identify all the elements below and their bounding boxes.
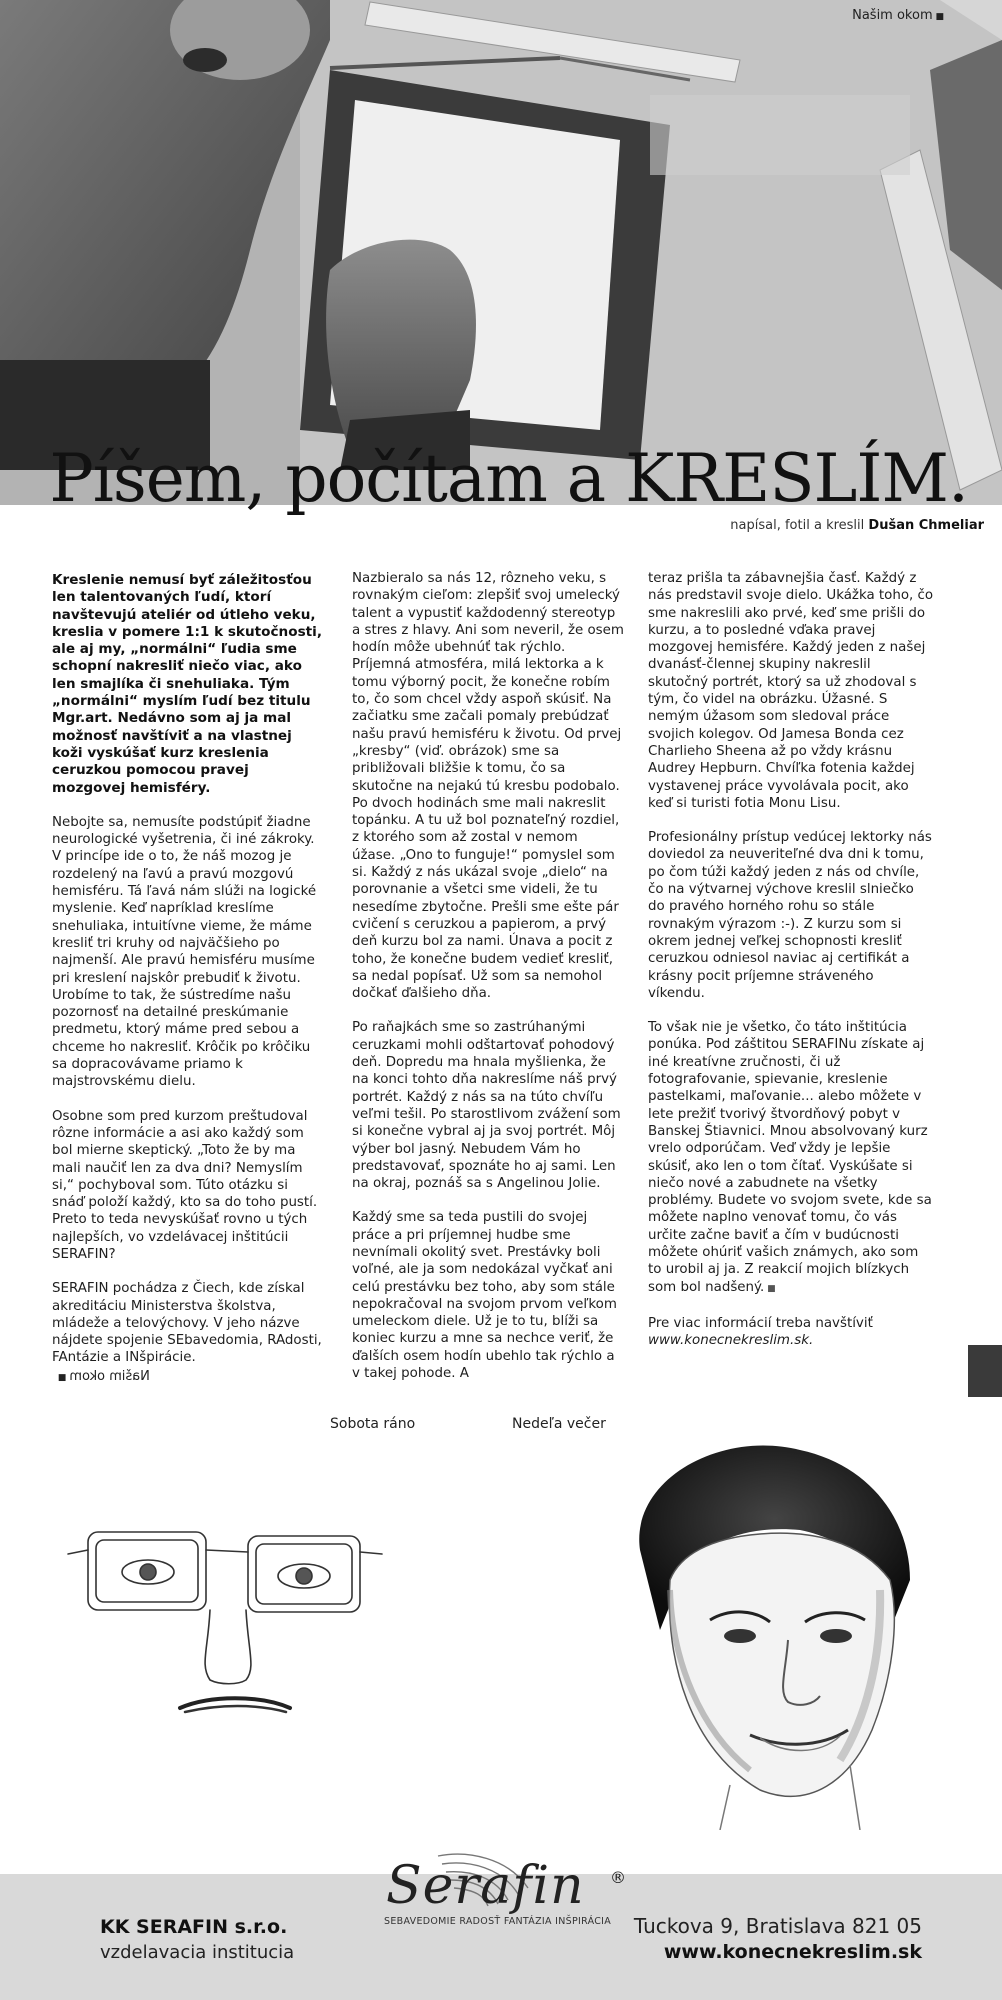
logo-wordmark: Serafin	[386, 1856, 585, 1916]
registered-mark: ®	[610, 1868, 626, 1887]
paragraph: Osobne som pred kurzom preštudoval rôzne informácie a asi ako každý som bol mierne skeptický. „Toto že by ma mali naučiť len za dva dni? Nemyslím si,“ pochyboval som. Túto otázku si snáď položí každý, kto sa do toho pustí. Preto to teda nevyskúšať rovno u tých najlepších, vo vzdelávacej inštitúcii SERAFIN?	[52, 1108, 318, 1262]
byline	[730, 518, 984, 533]
paragraph: Nazbieralo sa nás 12, rôzneho veku, s rovnakým cieľom: zlepšiť svoj umelecký talent a vypustiť každodenný stereotyp a stres z hlavy. Ani som neveril, že osem hodín môže ubehnúť tak rýchlo. Príjemná atmosféra, milá lektorka a k tomu výborný pocit, že konečne robím to, čo som chcel vždy aspoň skúsiť. Na začiatku sme začali pomaly prebúdzať našu pravú hemisféru k životu. Od prvej „kresby“ (viď. obrázok) sme sa približovali bližšie k tomu, čo sa skutočne na nejakú tú kresbu podobalo. Po dvoch hodinách sme mali nakreslit topánku. A tu už bol poznateľný rozdiel, z ktorého som až zostal v nemom úžase. „Ono to funguje!“ pomyslel som si. Každý z nás ukázal svoje „dielo“ na porovnanie a všetci sme videli, že tu nesedíme zbytočne. Prešli sme ešte pár cvičení s ceruzkou a papierom, a prvý deň kurzu bol za nami. Únava a pocit z toho, že konečne budem vedieť kresliť, sa nedal popísať. Už som sa nemohol dočkať ďalšieho dňa.	[352, 571, 624, 1002]
article-column-2	[352, 570, 624, 1399]
portrait-drawing-image	[610, 1430, 940, 1830]
label-saturday: Sobota ráno	[330, 1416, 416, 1432]
article-column-3	[648, 570, 934, 1366]
info-paragraph	[648, 1315, 934, 1350]
label-sunday: Nedeľa večer	[512, 1416, 606, 1432]
paragraph: teraz prišla ta zábavnejšia časť. Každý z nás predstavil svoje dielo. Ukážka toho, čo sme nakreslili ako prvé, keď sme prišli do kurzu, a to posledné vďaka pravej mozgovej hemisfére. Každý jeden z našej dvanásť-člennej skupiny nakreslil skutočný portrét, ktorý sa už zhodoval s tým, čo videl na obrázku. Úžasné. S nemým úžasom som sledoval práce svojich kolegov. Od Jamesa Bonda cez Charlieho Sheena až po vždy krásnu Audrey Hepburn. Chvíľka fotenia každej vystavenej práce vyvolávala pocit, ako keď si turisti fotia Monu Lisu.	[648, 571, 934, 811]
paragraph: To však nie je všetko, čo táto inštitúcia ponúka. Pod záštitou SERAFINu získate aj iné kreatívne zručnosti, či už fotografovanie, spievanie, kreslenie pastelkami, maľovanie... alebo môžete v lete prežiť tvorivý štvordňový pobyt v Banskej Štiavnici. Mnou absolvovaný kurz vrelo odporúčam. Veď vždy je lepšie skúsiť, ako len o tom čítať. Vyskúšate si niečo nové a zabudnete na všetky problémy. Budete vo svojom svete, kde sa môžete naplno venovať tomu, čo vás určite začne baviť a čím v budúcnosti môžete ohúriť vašich známych, ako som to urobil aj ja. Z reakcií mojich blízkych som bol nadšený. ■	[648, 1019, 934, 1298]
hero-photo	[0, 0, 1002, 505]
article-column-1	[52, 572, 324, 1384]
paragraph: Profesionálny prístup vedúcej lektorky nás doviedol za neuveriteľné dva dni k tomu, po čom túži každý jeden z nás od chvíle, čo na výtvarnej výchove kreslil slniečko do pravého horného rohu so stále rovnakým výrazom :-). Z kurzu som si okrem jednej veľkej schopnosti kresliť ceruzkou odniesol naviac aj certifikát a krásny pocit príjemne stráveného víkendu.	[648, 830, 932, 1001]
first-sketch-image	[60, 1490, 390, 1750]
company-website-link[interactable]: www.konecnekreslim.sk	[663, 1941, 922, 1963]
drawing-desk-photo	[0, 0, 1002, 505]
byline-author: Dušan Chmeliar	[868, 518, 984, 533]
logo-tagline: SEBAVEDOMIE RADOSŤ FANTÁZIA INŠPIRÁCIA	[384, 1916, 612, 1927]
company-type: vzdelavacia institucia	[100, 1942, 295, 1963]
byline-prefix: napísal, fotil a kreslil	[730, 518, 865, 533]
paragraph: Nebojte sa, nemusíte podstúpiť žiadne neurologické vyšetrenia, či iné zákroky. V princípe ide o to, že náš mozog je rozdelený na ľavú a pravú mozgovú hemisféru. Tá ľavá nám slúži na logické myslenie. Keď napríklad kreslíme snehuliaka, intuitívne vieme, že máme kresliť tri kruhy od najväčšieho po najmenší. Ale pravú hemisféru musíme pri kreslení najskôr prebudiť k životu. Urobíme to tak, že sústredíme našu pozornosť na detailné preskúmanie predmetu, ktorý máme pred sebou a chceme ho nakresliť. Krôčik po krôčiku sa dopracovávame priamo k majstrovskému dielu.	[52, 814, 317, 1090]
info-link[interactable]: www.konecnekreslim.sk.	[648, 1333, 814, 1349]
info-prefix: Pre viac informácií treba navštíviť	[648, 1315, 873, 1331]
paragraph: Každý sme sa teda pustili do svojej práce a pri príjemnej hudbe sme nevnímali okolitý svet. Prestávky boli voľné, ale ja som nedokázal vyčkať ani celú prestávku bez toho, aby som stále nepokračoval na svojom prvom veľkom umeleckom diele. Už je to tu, blíži sa koniec kurzu a mne sa nechce veriť, že ďalších osem hodín ubehlo tak rýchlo a v takej pohode. A	[352, 1210, 617, 1382]
section-tag-mirrored: Našim okom ■	[58, 1369, 150, 1384]
page-headline: Píšem, počítam a KRESLÍM.	[49, 440, 968, 517]
paragraph: Po raňajkách sme so zastrúhanými ceruzkami mohli odštartovať pohodový deň. Dopredu ma hnala myšlienka, že na konci tohto dňa nakreslíme náš prvý portrét. Každý z nás sa na túto chvíľu veľmi tešil. Po starostlivom zvážení som si konečne vybral aj ja svoj portrét. Môj výber bol jasný. Nebudem Vám ho predstavovať, spoznáte ho aj sami. Len na okraj, poznáš sa s Angelinou Jolie.	[352, 1020, 621, 1192]
company-name: KK SERAFIN s.r.o.	[100, 1916, 288, 1938]
paragraph: SERAFIN pochádza z Čiech, kde získal akreditáciu Ministerstva školstva, mládeže a telovýchovy. V jeho názve nájdete spojenie SEbavedomia, RAdosti, FAntázie a INšpirácie.	[52, 1281, 322, 1366]
company-address: Tuckova 9, Bratislava 821 05	[633, 1914, 922, 1938]
article-lead: Kreslenie nemusí byť záležitosťou len talentovaných ľudí, ktorí navštevujú ateliér od útleho veku, kreslia v pomere 1:1 k skutočnosti, ale aj my, „normálni“ ľudia sme schopní nakresliť niečo viac, ako len smajlíka či snehuliaka. Tým „normálni“ myslím ľudí bez titulu Mgr.art. Nedávno som aj ja mal možnosť navštíviť a na vlastnej koži vyskúšať kurz kreslenia ceruzkou pomocou pravej mozgovej hemisféry.	[52, 572, 322, 796]
section-tag: Našim okom ■	[852, 8, 944, 23]
edge-marker	[968, 1345, 1002, 1397]
